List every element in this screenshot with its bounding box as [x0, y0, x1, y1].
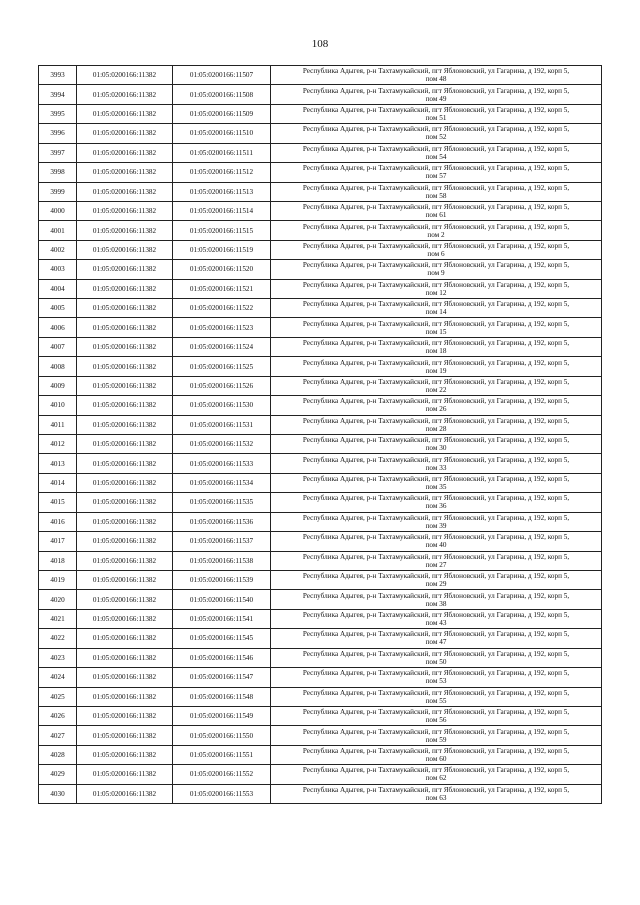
row-number-cell: 4004: [39, 279, 77, 298]
cadastral-number-cell: 01:05:0200166:11539: [173, 570, 271, 589]
address-line: Республика Адыгея, р-н Тахтамукайский, пгт Яблоновский, ул Гагарина, д 192, корп 5,: [302, 319, 570, 328]
premises-number: пом 61: [425, 211, 447, 220]
parent-cadastral-number-cell: 01:05:0200166:11382: [77, 279, 173, 298]
row-number-cell: 4011: [39, 415, 77, 434]
address-cell: [271, 629, 602, 648]
address-line: Республика Адыгея, р-н Тахтамукайский, пгт Яблоновский, ул Гагарина, д 192, корп 5,: [302, 377, 570, 386]
premises-number: пом 18: [425, 347, 447, 356]
table-row: [39, 318, 602, 337]
premises-number: пом 55: [425, 696, 447, 705]
address-line: Республика Адыгея, р-н Тахтамукайский, пгт Яблоновский, ул Гагарина, д 192, корп 5,: [302, 416, 570, 425]
address-line: Республика Адыгея, р-н Тахтамукайский, пгт Яблоновский, ул Гагарина, д 192, корп 5,: [302, 455, 570, 464]
parent-cadastral-number-cell: 01:05:0200166:11382: [77, 765, 173, 784]
row-number-cell: 4001: [39, 221, 77, 240]
parent-cadastral-number-cell: 01:05:0200166:11382: [77, 668, 173, 687]
table-row: [39, 104, 602, 123]
address-line: Республика Адыгея, р-н Тахтамукайский, пгт Яблоновский, ул Гагарина, д 192, корп 5,: [302, 300, 570, 309]
parent-cadastral-number-cell: 01:05:0200166:11382: [77, 532, 173, 551]
address-cell: [271, 396, 602, 415]
table-row: [39, 143, 602, 162]
table-row: [39, 726, 602, 745]
address-line: Республика Адыгея, р-н Тахтамукайский, пгт Яблоновский, ул Гагарина, д 192, корп 5,: [302, 708, 570, 717]
parent-cadastral-number-cell: 01:05:0200166:11382: [77, 435, 173, 454]
table-row: [39, 240, 602, 259]
cadastral-number-cell: 01:05:0200166:11507: [173, 66, 271, 85]
page-number: 108: [311, 38, 329, 50]
cadastral-number-cell: 01:05:0200166:11534: [173, 473, 271, 492]
parent-cadastral-number-cell: 01:05:0200166:11382: [77, 85, 173, 104]
address-cell: [271, 85, 602, 104]
parent-cadastral-number-cell: 01:05:0200166:11382: [77, 493, 173, 512]
cadastral-number-cell: 01:05:0200166:11519: [173, 240, 271, 259]
address-cell: [271, 590, 602, 609]
row-number-cell: 4002: [39, 240, 77, 259]
row-number-cell: 4021: [39, 609, 77, 628]
cadastral-number-cell: 01:05:0200166:11521: [173, 279, 271, 298]
address-cell: [271, 104, 602, 123]
table-row: [39, 376, 602, 395]
address-cell: [271, 415, 602, 434]
address-line: Республика Адыгея, р-н Тахтамукайский, пгт Яблоновский, ул Гагарина, д 192, корп 5,: [302, 611, 570, 620]
parent-cadastral-number-cell: 01:05:0200166:11382: [77, 337, 173, 356]
row-number-cell: 4027: [39, 726, 77, 745]
address-cell: [271, 745, 602, 764]
address-cell: [271, 201, 602, 220]
premises-number: пом 49: [425, 94, 447, 103]
table-row: [39, 201, 602, 220]
row-number-cell: 3997: [39, 143, 77, 162]
address-cell: [271, 357, 602, 376]
row-number-cell: 4019: [39, 570, 77, 589]
registry-table-body: [39, 66, 602, 804]
table-row: [39, 648, 602, 667]
table-row: [39, 551, 602, 570]
row-number-cell: 4000: [39, 201, 77, 220]
cadastral-number-cell: 01:05:0200166:11541: [173, 609, 271, 628]
row-number-cell: 4016: [39, 512, 77, 531]
premises-number: пом 38: [425, 599, 447, 608]
cadastral-number-cell: 01:05:0200166:11549: [173, 706, 271, 725]
premises-number: пом 22: [425, 385, 447, 394]
row-number-cell: 4006: [39, 318, 77, 337]
address-line: Республика Адыгея, р-н Тахтамукайский, пгт Яблоновский, ул Гагарина, д 192, корп 5,: [302, 494, 570, 503]
row-number-cell: 4028: [39, 745, 77, 764]
cadastral-number-cell: 01:05:0200166:11512: [173, 163, 271, 182]
parent-cadastral-number-cell: 01:05:0200166:11382: [77, 124, 173, 143]
table-row: [39, 299, 602, 318]
cadastral-number-cell: 01:05:0200166:11537: [173, 532, 271, 551]
table-row: [39, 435, 602, 454]
parent-cadastral-number-cell: 01:05:0200166:11382: [77, 726, 173, 745]
cadastral-number-cell: 01:05:0200166:11508: [173, 85, 271, 104]
table-row: [39, 629, 602, 648]
premises-number: пом 43: [425, 619, 447, 628]
premises-number: пом 48: [425, 75, 447, 84]
premises-number: пом 30: [425, 444, 447, 453]
table-row: [39, 85, 602, 104]
premises-number: пом 57: [425, 172, 447, 181]
row-number-cell: 4017: [39, 532, 77, 551]
parent-cadastral-number-cell: 01:05:0200166:11382: [77, 512, 173, 531]
parent-cadastral-number-cell: 01:05:0200166:11382: [77, 260, 173, 279]
premises-number: пом 53: [425, 677, 447, 686]
parent-cadastral-number-cell: 01:05:0200166:11382: [77, 66, 173, 85]
table-row: [39, 784, 602, 803]
premises-number: пом 51: [425, 114, 447, 123]
row-number-cell: 4015: [39, 493, 77, 512]
table-row: [39, 396, 602, 415]
parent-cadastral-number-cell: 01:05:0200166:11382: [77, 551, 173, 570]
premises-number: пом 6: [427, 250, 445, 258]
address-line: Республика Адыгея, р-н Тахтамукайский, пгт Яблоновский, ул Гагарина, д 192, корп 5,: [302, 67, 570, 76]
parent-cadastral-number-cell: 01:05:0200166:11382: [77, 473, 173, 492]
table-row: [39, 66, 602, 85]
parent-cadastral-number-cell: 01:05:0200166:11382: [77, 454, 173, 473]
address-line: Республика Адыгея, р-н Тахтамукайский, пгт Яблоновский, ул Гагарина, д 192, корп 5,: [302, 475, 570, 484]
address-cell: [271, 260, 602, 279]
cadastral-number-cell: 01:05:0200166:11526: [173, 376, 271, 395]
premises-number: пом 54: [425, 152, 447, 161]
parent-cadastral-number-cell: 01:05:0200166:11382: [77, 648, 173, 667]
row-number-cell: 4023: [39, 648, 77, 667]
cadastral-number-cell: 01:05:0200166:11546: [173, 648, 271, 667]
address-line: Республика Адыгея, р-н Тахтамукайский, пгт Яблоновский, ул Гагарина, д 192, корп 5,: [302, 339, 570, 348]
row-number-cell: 3995: [39, 104, 77, 123]
table-row: [39, 454, 602, 473]
cadastral-number-cell: 01:05:0200166:11523: [173, 318, 271, 337]
premises-number: пом 14: [425, 308, 447, 317]
premises-number: пом 33: [425, 463, 447, 472]
address-line: Республика Адыгея, р-н Тахтамукайский, пгт Яблоновский, ул Гагарина, д 192, корп 5,: [302, 688, 570, 697]
row-number-cell: 4025: [39, 687, 77, 706]
parent-cadastral-number-cell: 01:05:0200166:11382: [77, 629, 173, 648]
address-cell: [271, 706, 602, 725]
cadastral-number-cell: 01:05:0200166:11532: [173, 435, 271, 454]
parent-cadastral-number-cell: 01:05:0200166:11382: [77, 143, 173, 162]
cadastral-number-cell: 01:05:0200166:11520: [173, 260, 271, 279]
table-row: [39, 609, 602, 628]
address-cell: [271, 337, 602, 356]
premises-number: пом 59: [425, 735, 447, 744]
cadastral-number-cell: 01:05:0200166:11514: [173, 201, 271, 220]
premises-number: пом 29: [425, 580, 447, 589]
row-number-cell: 4020: [39, 590, 77, 609]
cadastral-number-cell: 01:05:0200166:11536: [173, 512, 271, 531]
parent-cadastral-number-cell: 01:05:0200166:11382: [77, 201, 173, 220]
address-cell: [271, 784, 602, 803]
address-line: Республика Адыгея, р-н Тахтамукайский, пгт Яблоновский, ул Гагарина, д 192, корп 5,: [302, 358, 570, 367]
parent-cadastral-number-cell: 01:05:0200166:11382: [77, 415, 173, 434]
address-cell: [271, 318, 602, 337]
premises-number: пом 2: [427, 230, 445, 239]
row-number-cell: 3994: [39, 85, 77, 104]
table-row: [39, 493, 602, 512]
cadastral-number-cell: 01:05:0200166:11525: [173, 357, 271, 376]
premises-number: пом 39: [425, 521, 447, 530]
table-row: [39, 337, 602, 356]
address-cell: [271, 551, 602, 570]
address-line: Республика Адыгея, р-н Тахтамукайский, пгт Яблоновский, ул Гагарина, д 192, корп 5,: [302, 397, 570, 406]
address-line: Республика Адыгея, р-н Тахтамукайский, пгт Яблоновский, ул Гагарина, д 192, корп 5,: [302, 144, 570, 153]
address-cell: [271, 66, 602, 85]
cadastral-number-cell: 01:05:0200166:11511: [173, 143, 271, 162]
table-row: [39, 260, 602, 279]
row-number-cell: 4030: [39, 784, 77, 803]
premises-number: пом 47: [425, 638, 447, 647]
cadastral-number-cell: 01:05:0200166:11522: [173, 299, 271, 318]
cadastral-number-cell: 01:05:0200166:11545: [173, 629, 271, 648]
parent-cadastral-number-cell: 01:05:0200166:11382: [77, 299, 173, 318]
table-row: [39, 221, 602, 240]
address-cell: [271, 143, 602, 162]
address-cell: [271, 648, 602, 667]
address-line: Республика Адыгея, р-н Тахтамукайский, пгт Яблоновский, ул Гагарина, д 192, корп 5,: [302, 222, 570, 231]
row-number-cell: 4012: [39, 435, 77, 454]
address-line: Республика Адыгея, р-н Тахтамукайский, пгт Яблоновский, ул Гагарина, д 192, корп 5,: [302, 591, 570, 600]
cadastral-number-cell: 01:05:0200166:11538: [173, 551, 271, 570]
address-line: Республика Адыгея, р-н Тахтамукайский, пгт Яблоновский, ул Гагарина, д 192, корп 5,: [302, 746, 570, 755]
row-number-cell: 3998: [39, 163, 77, 182]
premises-number: пом 9: [427, 269, 445, 278]
table-row: [39, 590, 602, 609]
address-line: Республика Адыгея, р-н Тахтамукайский, пгт Яблоновский, ул Гагарина, д 192, корп 5,: [302, 649, 570, 658]
table-row: [39, 279, 602, 298]
row-number-cell: 4010: [39, 396, 77, 415]
row-number-cell: 4029: [39, 765, 77, 784]
table-row: [39, 512, 602, 531]
table-row: [39, 745, 602, 764]
parent-cadastral-number-cell: 01:05:0200166:11382: [77, 784, 173, 803]
address-cell: [271, 473, 602, 492]
address-line: Республика Адыгея, р-н Тахтамукайский, пгт Яблоновский, ул Гагарина, д 192, корп 5,: [302, 766, 570, 775]
row-number-cell: 3999: [39, 182, 77, 201]
parent-cadastral-number-cell: 01:05:0200166:11382: [77, 570, 173, 589]
address-cell: [271, 163, 602, 182]
table-row: [39, 415, 602, 434]
cadastral-number-cell: 01:05:0200166:11513: [173, 182, 271, 201]
cadastral-number-cell: 01:05:0200166:11515: [173, 221, 271, 240]
row-number-cell: 4003: [39, 260, 77, 279]
address-cell: [271, 376, 602, 395]
row-number-cell: 4014: [39, 473, 77, 492]
cadastral-number-cell: 01:05:0200166:11553: [173, 784, 271, 803]
registry-table: [38, 65, 602, 804]
address-line: Республика Адыгея, р-н Тахтамукайский, пгт Яблоновский, ул Гагарина, д 192, корп 5,: [302, 630, 570, 639]
premises-number: пом 36: [425, 502, 447, 511]
premises-number: пом 60: [425, 754, 447, 763]
row-number-cell: 4022: [39, 629, 77, 648]
address-cell: [271, 609, 602, 628]
table-row: [39, 765, 602, 784]
table-row: [39, 163, 602, 182]
premises-number: пом 58: [425, 191, 447, 200]
address-line: Республика Адыгея, р-н Тахтамукайский, пгт Яблоновский, ул Гагарина, д 192, корп 5,: [302, 669, 570, 678]
premises-number: пом 27: [425, 560, 447, 569]
address-cell: [271, 299, 602, 318]
cadastral-number-cell: 01:05:0200166:11540: [173, 590, 271, 609]
table-row: [39, 687, 602, 706]
address-cell: [271, 435, 602, 454]
address-cell: [271, 240, 602, 259]
cadastral-number-cell: 01:05:0200166:11524: [173, 337, 271, 356]
row-number-cell: 3996: [39, 124, 77, 143]
address-cell: [271, 765, 602, 784]
row-number-cell: 4009: [39, 376, 77, 395]
address-line: Республика Адыгея, р-н Тахтамукайский, пгт Яблоновский, ул Гагарина, д 192, корп 5,: [302, 436, 570, 445]
parent-cadastral-number-cell: 01:05:0200166:11382: [77, 182, 173, 201]
table-row: [39, 668, 602, 687]
table-row: [39, 570, 602, 589]
table-row: [39, 473, 602, 492]
address-line: Республика Адыгея, р-н Тахтамукайский, пгт Яблоновский, ул Гагарина, д 192, корп 5,: [302, 261, 570, 270]
row-number-cell: 3993: [39, 66, 77, 85]
row-number-cell: 4013: [39, 454, 77, 473]
cadastral-number-cell: 01:05:0200166:11535: [173, 493, 271, 512]
parent-cadastral-number-cell: 01:05:0200166:11382: [77, 221, 173, 240]
address-line: Республика Адыгея, р-н Тахтамукайский, пгт Яблоновский, ул Гагарина, д 192, корп 5,: [302, 280, 570, 289]
parent-cadastral-number-cell: 01:05:0200166:11382: [77, 745, 173, 764]
address-cell: [271, 668, 602, 687]
row-number-cell: 4026: [39, 706, 77, 725]
row-number-cell: 4008: [39, 357, 77, 376]
cadastral-number-cell: 01:05:0200166:11510: [173, 124, 271, 143]
address-cell: [271, 182, 602, 201]
address-line: Республика Адыгея, р-н Тахтамукайский, пгт Яблоновский, ул Гагарина, д 192, корп 5,: [302, 533, 570, 542]
address-cell: [271, 124, 602, 143]
table-row: [39, 706, 602, 725]
address-cell: [271, 279, 602, 298]
cadastral-number-cell: 01:05:0200166:11552: [173, 765, 271, 784]
address-line: Республика Адыгея, р-н Тахтамукайский, пгт Яблоновский, ул Гагарина, д 192, корп 5,: [302, 125, 570, 134]
parent-cadastral-number-cell: 01:05:0200166:11382: [77, 318, 173, 337]
parent-cadastral-number-cell: 01:05:0200166:11382: [77, 163, 173, 182]
premises-number: пом 35: [425, 483, 447, 492]
address-cell: [271, 726, 602, 745]
address-line: Республика Адыгея, р-н Тахтамукайский, пгт Яблоновский, ул Гагарина, д 192, корп 5,: [302, 164, 570, 173]
address-cell: [271, 512, 602, 531]
premises-number: пом 12: [425, 288, 447, 297]
table-row: [39, 532, 602, 551]
parent-cadastral-number-cell: 01:05:0200166:11382: [77, 590, 173, 609]
row-number-cell: 4018: [39, 551, 77, 570]
address-line: Республика Адыгея, р-н Тахтамукайский, пгт Яблоновский, ул Гагарина, д 192, корп 5,: [302, 513, 570, 522]
address-cell: [271, 687, 602, 706]
table-row: [39, 357, 602, 376]
premises-number: пом 26: [425, 405, 447, 414]
address-line: Республика Адыгея, р-н Тахтамукайский, пгт Яблоновский, ул Гагарина, д 192, корп 5,: [302, 552, 570, 561]
parent-cadastral-number-cell: 01:05:0200166:11382: [77, 687, 173, 706]
cadastral-number-cell: 01:05:0200166:11509: [173, 104, 271, 123]
cadastral-number-cell: 01:05:0200166:11548: [173, 687, 271, 706]
parent-cadastral-number-cell: 01:05:0200166:11382: [77, 396, 173, 415]
address-cell: [271, 532, 602, 551]
parent-cadastral-number-cell: 01:05:0200166:11382: [77, 240, 173, 259]
cadastral-number-cell: 01:05:0200166:11550: [173, 726, 271, 745]
row-number-cell: 4007: [39, 337, 77, 356]
cadastral-number-cell: 01:05:0200166:11530: [173, 396, 271, 415]
parent-cadastral-number-cell: 01:05:0200166:11382: [77, 609, 173, 628]
address-line: Республика Адыгея, р-н Тахтамукайский, пгт Яблоновский, ул Гагарина, д 192, корп 5,: [302, 727, 570, 736]
cadastral-number-cell: 01:05:0200166:11551: [173, 745, 271, 764]
premises-number: пом 19: [425, 366, 447, 375]
premises-number: пом 28: [425, 424, 447, 433]
premises-number: пом 56: [425, 716, 447, 725]
cadastral-number-cell: 01:05:0200166:11533: [173, 454, 271, 473]
address-cell: [271, 493, 602, 512]
premises-number: пом 63: [425, 793, 447, 802]
premises-number: пом 15: [425, 327, 447, 336]
premises-number: пом 62: [425, 774, 447, 783]
address-line: Республика Адыгея, р-н Тахтамукайский, пгт Яблоновский, ул Гагарина, д 192, корп 5,: [302, 183, 570, 192]
premises-number: пом 40: [425, 541, 447, 550]
address-cell: [271, 454, 602, 473]
address-line: Республика Адыгея, р-н Тахтамукайский, пгт Яблоновский, ул Гагарина, д 192, корп 5,: [302, 785, 570, 794]
address-line: Республика Адыгея, р-н Тахтамукайский, пгт Яблоновский, ул Гагарина, д 192, корп 5,: [302, 86, 570, 95]
cadastral-number-cell: 01:05:0200166:11531: [173, 415, 271, 434]
parent-cadastral-number-cell: 01:05:0200166:11382: [77, 376, 173, 395]
address-line: Республика Адыгея, р-н Тахтамукайский, пгт Яблоновский, ул Гагарина, д 192, корп 5,: [302, 572, 570, 581]
premises-number: пом 50: [425, 657, 447, 666]
table-row: [39, 124, 602, 143]
address-line: Республика Адыгея, р-н Тахтамукайский, пгт Яблоновский, ул Гагарина, д 192, корп 5,: [302, 106, 570, 115]
parent-cadastral-number-cell: 01:05:0200166:11382: [77, 104, 173, 123]
parent-cadastral-number-cell: 01:05:0200166:11382: [77, 357, 173, 376]
table-row: [39, 182, 602, 201]
row-number-cell: 4024: [39, 668, 77, 687]
cadastral-number-cell: 01:05:0200166:11547: [173, 668, 271, 687]
address-line: Республика Адыгея, р-н Тахтамукайский, пгт Яблоновский, ул Гагарина, д 192, корп 5,: [302, 203, 570, 212]
address-line: Республика Адыгея, р-н Тахтамукайский, пгт Яблоновский, ул Гагарина, д 192, корп 5,: [302, 242, 570, 250]
address-cell: [271, 570, 602, 589]
premises-number: пом 52: [425, 133, 447, 142]
row-number-cell: 4005: [39, 299, 77, 318]
address-cell: [271, 221, 602, 240]
parent-cadastral-number-cell: 01:05:0200166:11382: [77, 706, 173, 725]
